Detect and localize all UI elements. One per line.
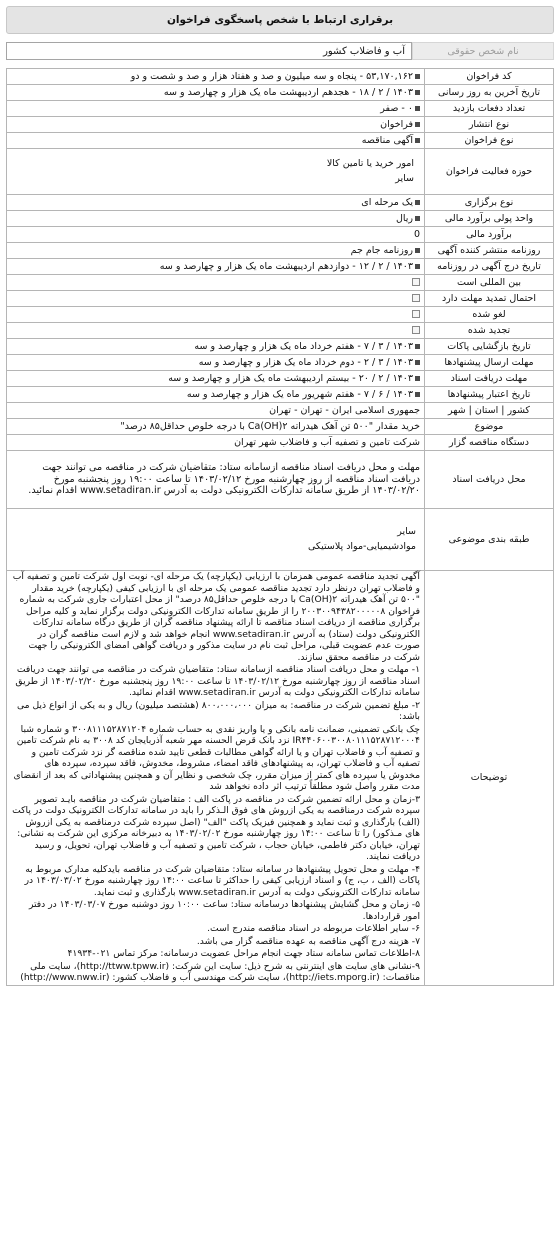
value-subject: خرید مقدار "۵۰۰ تن آهک هیدراته Ca(OH)۲ با درجه خلوص حداقل۸۵ درصد" <box>7 419 425 435</box>
label-last-update: تاریخ آخرین به روز رسانی <box>425 85 554 101</box>
value-last-update: ۱۴۰۳ / ۲ / ۱۸ - هجدهم اردیبهشت ماه یک هزار و چهارصد و سه <box>7 85 425 101</box>
intl-checkbox <box>412 278 420 286</box>
value-newspaper: روزنامه جام جم <box>7 243 425 259</box>
desc-paragraph: ۷- هزینه درج آگهی مناقصه به عهده مناقصه گزار می باشد. <box>196 935 420 947</box>
label-visits: تعداد دفعات بازدید <box>425 101 554 117</box>
value-activity <box>7 149 425 195</box>
value-code: ۵۳,۱۷۰,۱۶۲ - پنجاه و سه میلیون و صد و هفتاد هزار و صد و شصت و دو <box>7 69 425 85</box>
value-category <box>7 509 425 571</box>
row-organizer <box>7 435 554 451</box>
value-visits: ۰ - صفر <box>7 101 425 117</box>
value-location: جمهوری اسلامی ایران - تهران - تهران <box>7 403 425 419</box>
row-visits <box>7 101 554 117</box>
value-send-deadline: ۱۴۰۳ / ۳ / ۲ - دوم خرداد ماه یک هزار و چهارصد و سه <box>7 355 425 371</box>
activity-line-2: سایر <box>395 172 414 184</box>
label-location: کشور | استان | شهر <box>425 403 554 419</box>
desc-paragraph: ۱- مهلت و محل دریافت اسناد مناقصه ازسامانه ستاد: متقاضیان شرکت در مناقصه می توانند جهت دریافت اسناد مناقصه از روز چهارشنبه مورخ ۱۴۰۳/۰۲/۱۲ تا ساعت ۱۹:۰۰ روز پنجشنبه مورخ ۱۴۰۳/۰۲/۲۰ از طریق سامانه تدارکات الکترونیکی دولت به آدرس www.setadiran.ir اقدام نمائید. <box>15 664 420 698</box>
row-currency <box>7 211 554 227</box>
row-subject <box>7 419 554 435</box>
label-organizer: دستگاه مناقصه گزار <box>425 435 554 451</box>
value-intl <box>7 275 425 291</box>
label-publish-type: نوع انتشار <box>425 117 554 133</box>
label-news-date: تاریخ درج آگهی در روزنامه <box>425 259 554 275</box>
desc-paragraph: ۴- مهلت و محل تحویل پیشنهادها در سامانه ستاد: متقاضیان شرکت در مناقصه بایدکلیه مدارک مربوط به پاکات (الف ، ب، ج) و اسناد ارزیابی کیفی را حداکثر تا ساعت ۱۴:۰۰ روز چهارشنبه مورخ ۱۴۰۳/۰۳/۰۲ در سامانه تدارکات الکترونیکی دولت به آدرس www.setadiran.ir بارگذاری و ثبت نماید. <box>24 863 420 898</box>
contact-value: آب و فاضلاب کشور <box>6 42 412 60</box>
row-newspaper <box>7 243 554 259</box>
row-code <box>7 69 554 85</box>
value-renewed <box>7 323 425 339</box>
extend-checkbox <box>412 294 420 302</box>
value-publish-type: فراخوان <box>7 117 425 133</box>
value-open-date: ۱۴۰۳ / ۳ / ۷ - هفتم خرداد ماه یک هزار و چهارصد و سه <box>7 339 425 355</box>
label-renewed: تجدید شده <box>425 323 554 339</box>
label-subject: موضوع <box>425 419 554 435</box>
desc-paragraph: آگهی تجدید مناقصه عمومی همزمان با ارزیابی (یکپارچه) یک مرحله ای- نوبت اول شرکت تامین و تصفیه آب و فاضلاب تهران درنظر دارد تجدید مناقصه عمومی یک مرحله ای با ارزیابی کیفی (یکپارچه) خرید مقدار "۵۰۰ تن آهک هیدراته Ca(OH)۲ با درجه خلوص حداقل۸۵ درصد" از محل اعتبارات جاری شرکت به شماره فراخوان ۲۰۰۳۰۰۹۴۳۸۲۰۰۰۰۰۸ را از طریق سامانه تدارکات الکترونیکی دولت برگزار نماید و کلیه مراحل برگزاری مناقصه از دریافت اسناد مناقصه تا ارائه پیشنهاد مناقصه گران از طریق درگاه سامانه تدارکات الکترونیکی دولت (ستاد) به آدرس www.setadiran.ir انجام خواهد شد و لازم است مناقصه گران در صورت عدم عضویت قبلی، مراحل ثبت نام در سایت مذکور و دریافت گواهی امضای الکترونیکی را جهت شرکت در مناقصه محقق سازند. <box>12 571 420 663</box>
category-line-1: سایر <box>397 526 416 538</box>
row-open-date <box>7 339 554 355</box>
desc-paragraph: چک بانکی تضمینی، ضمانت نامه بانکی و یا واریز نقدی به حساب شماره ۳۰۰۸۱۱۱۵۲۸۷۱۲۰۴ و شماره شبا IR۴۴۰۶۰۰۳۰۰۸۰۱۱۱۵۲۸۷۱۲۰۰۰۴ نزد بانک قرض الحسنه مهر شعبه آذربایجان کد ۳۰۰۸ به نام شرکت تامین و تصفیه آب و فاضلاب تهران و یا ارائه گواهی مطالبات قطعی تایید شده مناقصه گر نزد شرکت تامین و تصفیه آب و فاضلاب تهران، به پیشنهادهای فاقد امضاء، مشروط، مخدوش، فاقد سپرده، سپرده های مخدوش یا سپرده های کمتر از میزان مقرر، چک شخصی و نظایر آن و همچنین پیشنهاداتی که بعد از انقضای مدت مقرر واصل شود مطلقاً ترتیب اثر داده نخواهد شد <box>13 723 420 792</box>
desc-paragraph: ۵- زمان و محل گشایش پیشنهادها درسامانه ستاد: ساعت ۱۰:۰۰ روز دوشنبه مورخ ۱۴۰۳/۰۳/۰۷ در دفتر امور قراردادها. <box>28 899 420 922</box>
value-validity: ۱۴۰۳ / ۶ / ۷ - هفتم شهریور ماه یک هزار و چهارصد و سه <box>7 387 425 403</box>
value-description <box>7 571 425 986</box>
row-news-date <box>7 259 554 275</box>
label-code: کد فراخوان <box>425 69 554 85</box>
row-send-deadline <box>7 355 554 371</box>
desc-paragraph: ۲- مبلغ تضمین شرکت در مناقصه: به میزان ۸۰۰،۰۰۰،۰۰۰ (هشتصد میلیون) ریال و به یکی از انواع ذیل می باشد: <box>16 699 420 722</box>
label-doc-place: محل دریافت اسناد <box>425 451 554 509</box>
desc-paragraph: ۳-زمان و محل ارائه تضمین شرکت در مناقصه در پاکت الف : متقاضیان شرکت در مناقصه بایـد تصویر سپرده شرکت درمناقصه به یکی ازروش های فوق الـذکر را باید در سامانه تدارکات الکترونیک دولت در پاکت (الف) بارگذاری و ثبت نماید و همچنین فیزیک پاکت "الف" (اصل سپرده شرکت درمناقصه به یکی ازروش های مـذکور) را تا ساعت ۱۴:۰۰ روز چهارشنبه مورخ ۱۴۰۳/۰۲/۰۲ به دبیرخانه مرکزی این شرکت به نشانی: تهران، خیابان دکتر فاطمی، خیابان حجاب ، شرکت تامین و تصفیه آب و فاضلاب تهران، تحویل، و رسید دریافت نمایند. <box>12 793 420 862</box>
row-location <box>7 403 554 419</box>
label-category: طبقه بندی موضوعی <box>425 509 554 571</box>
value-call-type: آگهی مناقصه <box>7 133 425 149</box>
desc-paragraph: ۹-نشانی های سایت های اینترنتی به شرح ذیل: سایت این شرکت: (http://ttww.tpww.ir)، سایت ملی مناقصات: (http://iets.mporg.ir)، سایت شرکت مهندسی آب و فاضلاب کشور: (http://www.nww.ir) <box>20 960 420 983</box>
value-organizer: شرکت تامین و تصفیه آب و فاضلاب شهر تهران <box>7 435 425 451</box>
row-description <box>7 571 554 986</box>
row-category <box>7 509 554 571</box>
label-estimate: برآورد مالی <box>425 227 554 243</box>
row-publish-type <box>7 117 554 133</box>
value-currency: ریال <box>7 211 425 227</box>
category-line-2: موادشیمیایی-مواد پلاستیکی <box>308 540 416 552</box>
row-holding-type <box>7 195 554 211</box>
row-estimate <box>7 227 554 243</box>
activity-line-1: امور خرید یا تامین کالا <box>326 158 414 170</box>
row-extend <box>7 291 554 307</box>
label-send-deadline: مهلت ارسال پیشنهادها <box>425 355 554 371</box>
row-canceled <box>7 307 554 323</box>
row-renewed <box>7 323 554 339</box>
contact-row <box>6 42 554 60</box>
value-extend <box>7 291 425 307</box>
value-doc-deadline: ۱۴۰۳ / ۲ / ۲۰ - بیستم اردیبهشت ماه یک هزار و چهارصد و سه <box>7 371 425 387</box>
row-intl <box>7 275 554 291</box>
label-intl: بین المللی است <box>425 275 554 291</box>
label-holding-type: نوع برگزاری <box>425 195 554 211</box>
label-call-type: نوع فراخوان <box>425 133 554 149</box>
row-last-update <box>7 85 554 101</box>
row-call-type <box>7 133 554 149</box>
row-activity <box>7 149 554 195</box>
value-canceled <box>7 307 425 323</box>
row-doc-place <box>7 451 554 509</box>
row-doc-deadline <box>7 371 554 387</box>
page <box>6 6 554 986</box>
details-table <box>6 68 554 986</box>
label-currency: واحد پولی برآورد مالی <box>425 211 554 227</box>
desc-paragraph: ۸-اطلاعات تماس سامانه ستاد جهت انجام مراحل عضویت درسامانه: مرکز تماس ۰۲۱-۴۱۹۳۴ <box>67 948 420 959</box>
value-holding-type: یک مرحله ای <box>7 195 425 211</box>
label-newspaper: روزنامه منتشر کننده آگهی <box>425 243 554 259</box>
header-title: برقراری ارتباط با شخص پاسخگوی فراخوان <box>166 14 394 26</box>
label-open-date: تاریخ بازگشایی پاکات <box>425 339 554 355</box>
label-activity: حوزه فعالیت فراخوان <box>425 149 554 195</box>
contact-responder-header[interactable] <box>6 6 554 34</box>
value-estimate: 0 <box>7 227 425 243</box>
contact-label: نام شخص حقوقی <box>412 42 554 60</box>
label-canceled: لغو شده <box>425 307 554 323</box>
value-doc-place: مهلت و محل دریافت اسناد مناقصه ازسامانه ستاد: متقاضیان شرکت در مناقصه می توانند جهت دریافت اسناد مناقصه از روز چهارشنبه مورخ ۱۴۰۳/۰۲/۱۲ تا ساعت ۱۹:۰۰ روز پنجشنبه مورخ ۱۴۰۳/۰۲/۲۰ از طریق سامانه تدارکات الکترونیکی دولت به آدرس www.setadiran.ir اقدام نمائید. <box>7 451 425 509</box>
label-doc-deadline: مهلت دریافت اسناد <box>425 371 554 387</box>
row-validity <box>7 387 554 403</box>
label-extend: احتمال تمدید مهلت دارد <box>425 291 554 307</box>
label-validity: تاریخ اعتبار پیشنهادها <box>425 387 554 403</box>
renewed-checkbox <box>412 326 420 334</box>
value-news-date: ۱۴۰۳ / ۲ / ۱۲ - دوازدهم اردیبهشت ماه یک هزار و چهارصد و سه <box>7 259 425 275</box>
desc-paragraph: ۶- سایر اطلاعات مربوطه در اسناد مناقصه مندرج است. <box>207 923 420 934</box>
label-description: توضیحات <box>425 571 554 986</box>
canceled-checkbox <box>412 310 420 318</box>
